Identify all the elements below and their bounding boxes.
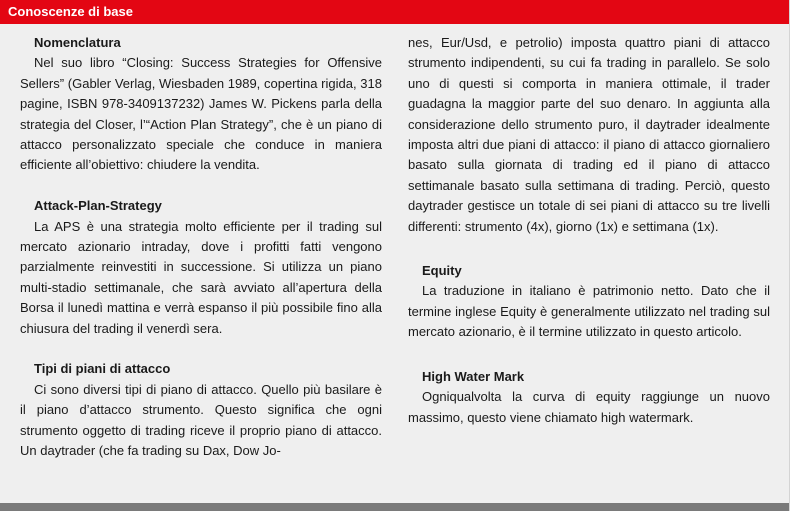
heading-nomenclatura: Nomenclatura xyxy=(34,35,121,50)
heading-tipi: Tipi di piani di attacco xyxy=(34,361,171,377)
heading-aps: Attack-Plan-Strategy xyxy=(34,198,162,214)
heading-equity: Equity xyxy=(422,263,462,279)
text-aps: La APS è una strategia molto efficiente per il trading sul mercato azionario intraday, dove i profitti fatti vengono parzialmente reinvestiti in successione. Si utilizza un piano multi-stadio settimanale, che sarà avviato all’apertura della Borsa il lunedì mattina e verrà espanso il più possibile fino alla chiusura del trading il venerdì sera. xyxy=(20,218,382,336)
text-equity: La traduzione in italiano è patrimonio netto. Dato che il termine inglese Equity è generalmente utilizzato nel trading sul mercato azionario, è il termine utilizzato in questo articolo. xyxy=(408,283,770,340)
heading-hwm: High Water Mark xyxy=(422,368,525,384)
box-title: Conoscenze di base xyxy=(8,4,133,19)
right-column xyxy=(408,33,770,428)
bottom-bar xyxy=(0,503,789,511)
text-tipi-continuation: nes, Eur/Usd, e petrolio) imposta quattro piani di attacco strumento indipendenti, su cui fa trading in parallelo. Se solo uno di questi si comporta in maniera ottimale, il trader guadagna la maggior parte del suo denaro. In aggiunta alla considerazione dello strumento puro, il daytrader idealmente imposta altri due piani di attacco: il piano di attacco giornaliero basato sulla giornata di trading ed il piano di attacco settimanale basato sulla settimana di trading. Perciò, questo daytrader gestisce un totale di sei piani di attacco su tre livelli differenti: strumento (4x), giorno (1x) e settimana (1x). xyxy=(408,35,770,234)
box-header xyxy=(0,0,789,24)
text-hwm: Ogniqualvolta la curva di equity raggiunge un nuovo massimo, questo viene chiamato high watermark. xyxy=(408,389,770,425)
left-column xyxy=(20,33,382,462)
text-tipi: Ci sono diversi tipi di piano di attacco. Quello più basilare è il piano d’attacco strumento. Questo significa che ogni strumento oggetto di trading riceve il proprio piano di attacco. Un daytrader (che fa trading su Dax, Dow Jo- xyxy=(20,381,382,459)
text-nomenclatura: Nel suo libro “Closing: Success Strategies for Offensive Sellers” (Gabler Verlag, Wiesbaden 1989, copertina rigida, 318 pagine, ISBN 978-3409137232) James W. Pickens parla della strategia del Closer, l’“Action Plan Strategy”, che è un piano di attacco personalizzato speciale che conduce in maniera efficiente all’obiettivo: chiudere la vendita. xyxy=(20,55,382,173)
